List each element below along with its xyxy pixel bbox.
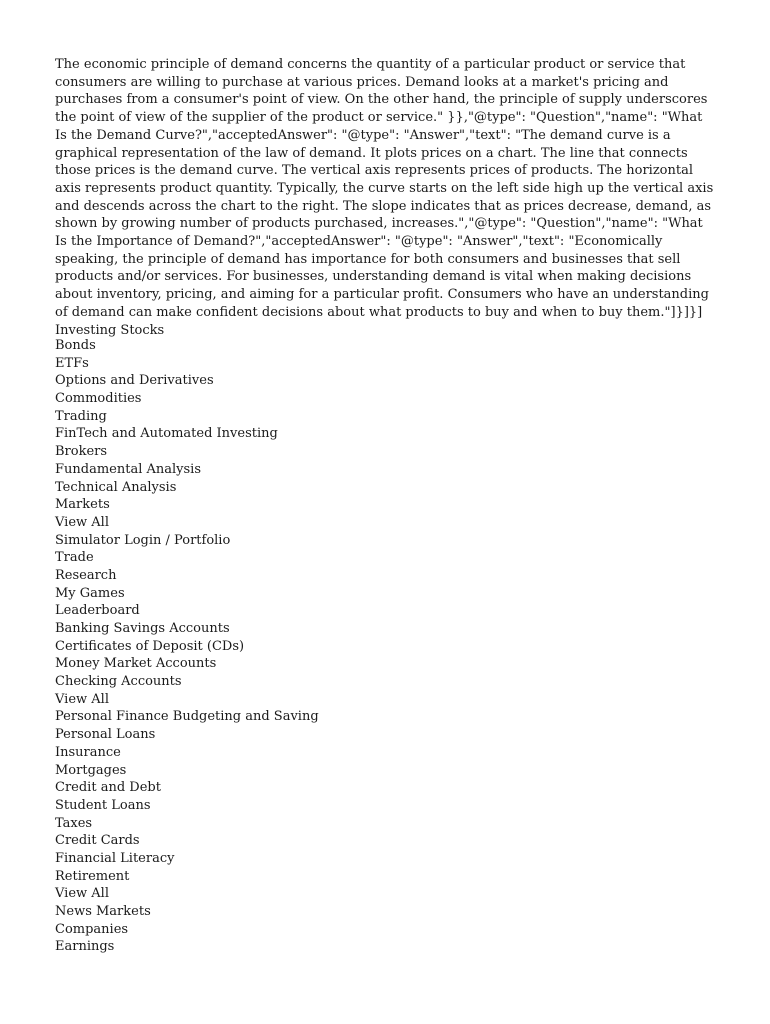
nav-link[interactable]: Taxes — [55, 815, 93, 831]
list-item — [55, 390, 319, 408]
list-item — [55, 850, 319, 868]
nav-link[interactable]: Simulator Login / Portfolio — [55, 532, 231, 548]
list-item — [55, 655, 319, 673]
nav-link[interactable]: Retirement — [55, 868, 130, 884]
nav-link[interactable]: Fundamental Analysis — [55, 461, 202, 477]
list-item — [55, 337, 319, 355]
list-item — [55, 602, 319, 620]
list-item — [55, 514, 319, 532]
list-item — [55, 726, 319, 744]
nav-link[interactable]: View All — [55, 886, 109, 902]
list-item — [55, 549, 319, 567]
list-item — [55, 620, 319, 638]
list-item — [55, 372, 319, 390]
list-item — [55, 567, 319, 585]
nav-link[interactable]: Certificates of Deposit (CDs) — [55, 638, 245, 654]
list-item — [55, 708, 319, 726]
list-item — [55, 797, 319, 815]
nav-link[interactable]: Banking Savings Accounts — [55, 621, 230, 636]
nav-link[interactable]: Earnings — [55, 939, 115, 955]
nav-link[interactable]: News Markets — [55, 904, 151, 919]
list-item — [55, 638, 319, 656]
nav-link[interactable]: Mortgages — [55, 762, 127, 778]
list-item — [55, 496, 319, 514]
nav-link[interactable]: Credit and Debt — [55, 780, 161, 796]
list-item — [55, 479, 319, 497]
list-item — [55, 425, 319, 443]
list-item — [55, 938, 319, 956]
list-item — [55, 903, 319, 921]
nav-link[interactable]: Leaderboard — [55, 603, 140, 619]
nav-link[interactable]: Trade — [55, 550, 94, 566]
list-item — [55, 443, 319, 461]
nav-link[interactable]: Credit Cards — [55, 833, 140, 849]
nav-link[interactable]: View All — [55, 514, 109, 530]
nav-link[interactable]: Options and Derivatives — [55, 373, 214, 389]
nav-link[interactable]: Research — [55, 567, 117, 583]
nav-link[interactable]: Commodities — [55, 391, 142, 407]
nav-link[interactable]: Bonds — [55, 338, 96, 353]
list-item — [55, 461, 319, 479]
article-paragraph: The economic principle of demand concerns the quantity of a particular product or service that consumers are willing to purchase at various prices. Demand looks at a market's pricing and purchases from a consumer's point of view. On the other hand, the principle of supply underscores the point of view of the supplier of the product or service." }},"@type": "Question","name": "What Is the Demand Curve?","acceptedAnswer": "@type": "Answer","text": "The demand curve is a graphical representation of the law of demand. It plots prices on a chart. The line that connects those prices is the demand curve. The vertical axis represents prices of products. The horizontal axis represents product quantity. Typically, the curve starts on the left side high up the vertical axis and descends across the chart to the right. The slope indicates that as prices decrease, demand, as shown by growing number of products purchased, increases.","@type": "Question","name": "What Is the Importance of Demand?","acceptedAnswer": "@type": "Answer","text": "Economically speaking, the principle of demand has importance for both consumers and businesses that sell products and/or services. For businesses, understanding demand is vital when making decisions about inventory, pricing, and aiming for a particular profit. Consumers who have an understanding of demand can make confident decisions about what products to buy and when to buy them."]}]}] Investing Stocks — [55, 57, 714, 338]
nav-link[interactable]: Markets — [55, 497, 110, 513]
nav-link[interactable]: Brokers — [55, 444, 108, 460]
list-item — [55, 585, 319, 603]
nav-link[interactable]: Companies — [55, 921, 129, 937]
nav-menu — [55, 337, 319, 956]
list-item — [55, 355, 319, 373]
list-item — [55, 762, 319, 780]
list-item — [55, 408, 319, 426]
list-item — [55, 532, 319, 550]
nav-link[interactable]: ETFs — [55, 355, 89, 371]
list-item — [55, 744, 319, 762]
nav-link[interactable]: Money Market Accounts — [55, 656, 217, 672]
list-item — [55, 885, 319, 903]
nav-link[interactable]: FinTech and Automated Investing — [55, 426, 278, 442]
list-item — [55, 815, 319, 833]
list-item — [55, 868, 319, 886]
nav-link[interactable]: Checking Accounts — [55, 674, 182, 690]
list-item — [55, 673, 319, 691]
list-item — [55, 921, 319, 939]
nav-link[interactable]: My Games — [55, 585, 125, 601]
nav-link[interactable]: Personal Loans — [55, 727, 156, 743]
list-item — [55, 832, 319, 850]
list-item — [55, 691, 319, 709]
nav-link[interactable]: Student Loans — [55, 797, 151, 813]
list-item — [55, 779, 319, 797]
nav-link[interactable]: Technical Analysis — [55, 479, 177, 495]
nav-link[interactable]: Personal Finance Budgeting and Saving — [55, 709, 319, 725]
nav-link[interactable]: Trading — [55, 408, 107, 424]
article-body — [55, 56, 715, 339]
nav-link[interactable]: Insurance — [55, 744, 121, 760]
nav-link[interactable]: View All — [55, 691, 109, 707]
nav-link[interactable]: Financial Literacy — [55, 850, 175, 866]
